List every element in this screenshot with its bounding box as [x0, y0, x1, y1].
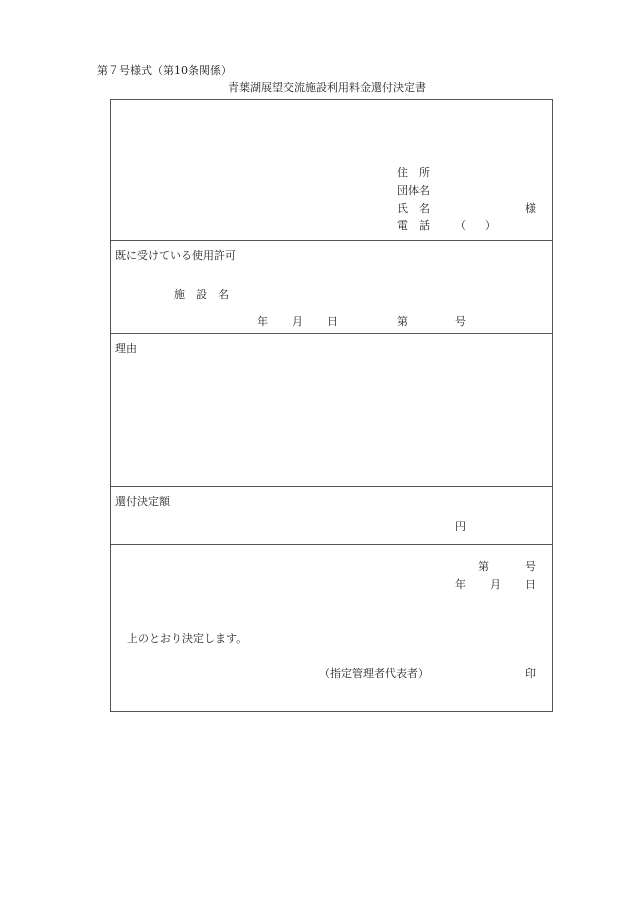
phone-close-paren: ）	[485, 219, 496, 232]
permit-month-label: 月	[292, 315, 303, 328]
decision-statement: 上のとおり決定します。	[127, 632, 248, 645]
decision-month-label: 月	[490, 578, 501, 591]
seal-mark: 印	[525, 667, 536, 680]
decision-go-label: 号	[525, 560, 536, 573]
form-frame	[110, 99, 553, 712]
group-name-label: 団体名	[397, 184, 430, 197]
phone-label: 電 話	[397, 219, 430, 232]
decision-year-label: 年	[455, 578, 466, 591]
form-number: 第７号様式（第10条関係）	[97, 64, 232, 77]
phone-open-paren: （	[455, 219, 466, 232]
permit-year-label: 年	[257, 315, 268, 328]
decision-dai-label: 第	[478, 560, 489, 573]
address-label: 住 所	[397, 166, 430, 179]
section-divider-2	[111, 333, 552, 334]
name-label: 氏 名	[397, 202, 430, 215]
section-divider-4	[111, 544, 552, 545]
permit-heading: 既に受けている使用許可	[115, 249, 236, 262]
signer-label: （指定管理者代表者）	[319, 667, 429, 680]
facility-name-label: 施 設 名	[174, 288, 229, 301]
permit-dai-label: 第	[397, 315, 408, 328]
reason-heading: 理由	[115, 342, 137, 355]
refund-heading: 還付決定額	[115, 495, 170, 508]
honorific-sama: 様	[525, 202, 536, 215]
decision-day-label: 日	[525, 578, 536, 591]
yen-label: 円	[455, 520, 466, 533]
section-divider-3	[111, 486, 552, 487]
permit-day-label: 日	[327, 315, 338, 328]
section-divider-1	[111, 240, 552, 241]
permit-go-label: 号	[455, 315, 466, 328]
document-title: 青葉湖展望交流施設利用料金還付決定書	[228, 81, 426, 94]
